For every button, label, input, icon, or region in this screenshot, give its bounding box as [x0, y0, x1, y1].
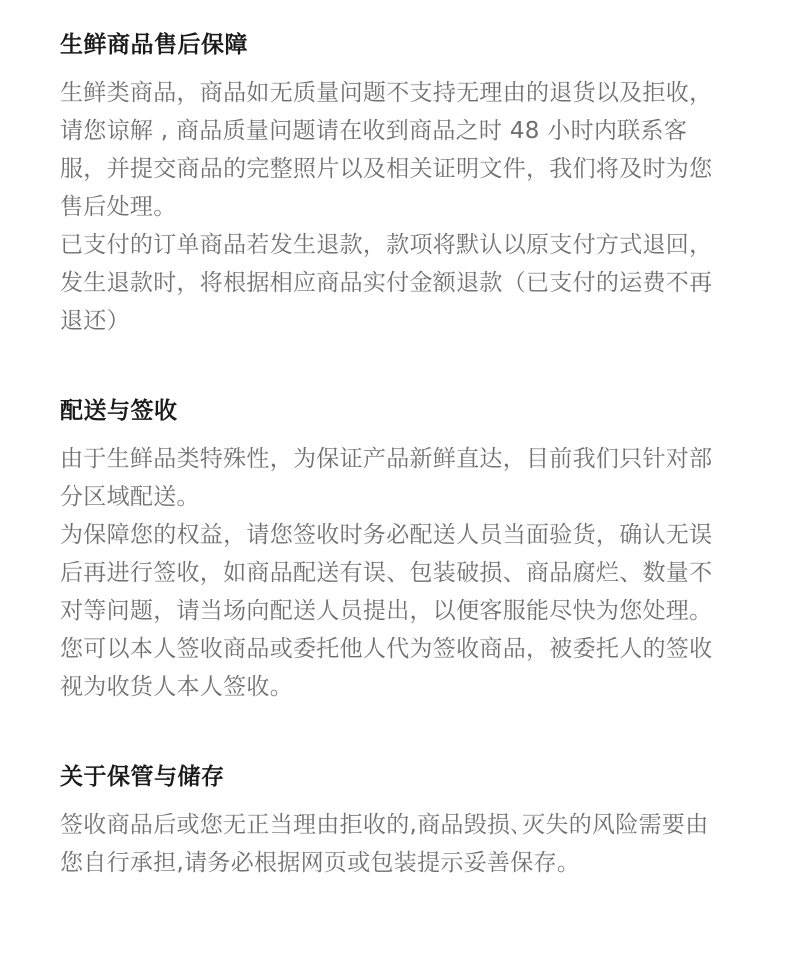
section-title-aftersale: 生鲜商品售后保障 — [60, 32, 248, 58]
section-title-storage: 关于保管与储存 — [60, 764, 225, 790]
section-storage — [60, 760, 730, 882]
section-delivery — [60, 394, 730, 706]
paragraph: 为保障您的权益，请您签收时务必配送人员当面验货，确认无误后再进行签收，如商品配送有误、包装破损、商品腐烂、数量不对等问题，请当场向配送人员提出，以便客服能尽快为您处理。 — [60, 522, 713, 624]
paragraph: 您可以本人签收商品或委托他人代为签收商品，被委托人的签收视为收货人本人签收。 — [60, 636, 713, 700]
paragraph: 签收商品后或您无正当理由拒收的,商品毁损､灭失的风险需要由您自行承担,请务必根据网页或包装提示妥善保存。 — [60, 812, 709, 876]
section-title-delivery: 配送与签收 — [60, 398, 178, 424]
paragraph: 生鲜类商品，商品如无质量问题不支持无理由的退货以及拒收，请您谅解 , 商品质量问题请在收到商品之时 48 小时内联系客服，并提交商品的完整照片以及相关证明文件，我们将及时为您售后处理。 — [60, 80, 713, 220]
section-aftersale — [60, 28, 730, 340]
paragraph: 已支付的订单商品若发生退款，款项将默认以原支付方式退回，发生退款时，将根据相应商品实付金额退款（已支付的运费不再退还） — [60, 232, 713, 334]
paragraph: 由于生鲜品类特殊性，为保证产品新鲜直达，目前我们只针对部分区域配送。 — [60, 446, 713, 510]
